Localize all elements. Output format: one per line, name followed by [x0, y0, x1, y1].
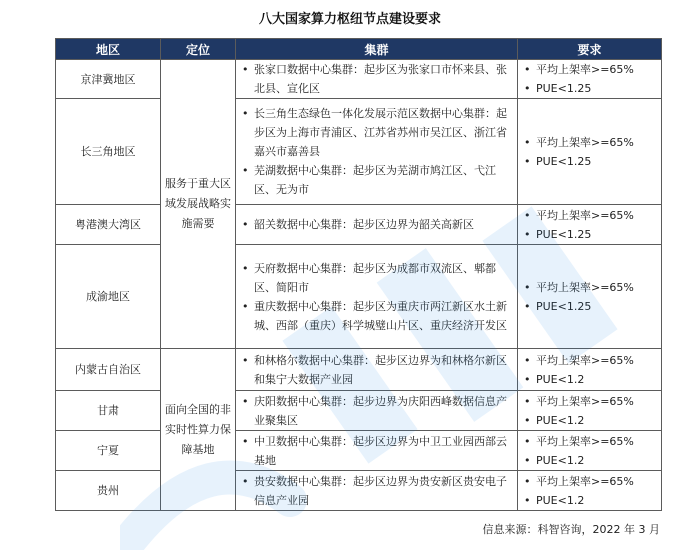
position-cell: 面向全国的非实时性算力保障基地: [161, 349, 236, 511]
requirement-item: • 平均上架率>=65%: [536, 351, 657, 370]
requirement-cell: [518, 245, 662, 349]
requirement-item: • PUE<1.25: [536, 225, 657, 244]
cluster-cell: [236, 471, 518, 511]
requirement-item: • PUE<1.2: [536, 411, 657, 430]
cluster-item: • 张家口数据中心集群：起步区为张家口市怀来县、张北县、宣化区: [254, 60, 513, 98]
header-cluster: 集群: [236, 39, 518, 60]
requirement-cell: [518, 391, 662, 431]
cluster-item: • 天府数据中心集群：起步区为成都市双流区、郫都区、简阳市: [254, 259, 513, 297]
table-title: 八大国家算力枢纽节点建设要求: [258, 12, 441, 27]
region-cell: 粤港澳大湾区: [56, 205, 161, 245]
region-cell: 京津冀地区: [56, 60, 161, 99]
header-requirement: 要求: [518, 39, 662, 60]
table-row: [56, 245, 662, 349]
requirement-item: • PUE<1.25: [536, 152, 657, 171]
requirement-item: • 平均上架率>=65%: [536, 206, 657, 225]
region-cell: 贵州: [56, 471, 161, 511]
cluster-cell: [236, 205, 518, 245]
requirement-item: • PUE<1.2: [536, 370, 657, 389]
cluster-item: • 和林格尔数据中心集群：起步区边界为和林格尔新区和集宁大数据产业园: [254, 351, 513, 389]
region-cell: 宁夏: [56, 431, 161, 471]
cluster-cell: [236, 245, 518, 349]
cluster-item: • 重庆数据中心集群：起步区为重庆市两江新区水土新城、西部（重庆）科学城璧山片区、重庆经济开发区: [254, 297, 513, 335]
header-position: 定位: [161, 39, 236, 60]
cluster-item: • 庆阳数据中心集群：起步边界为庆阳西峰数据信息产业聚集区: [254, 392, 513, 430]
cluster-item: • 长三角生态绿色一体化发展示范区数据中心集群：起步区为上海市青浦区、江苏省苏州市吴江区、浙江省嘉兴市嘉善县: [254, 104, 513, 161]
cluster-cell: [236, 391, 518, 431]
hub-requirements-table: [55, 38, 662, 511]
requirement-cell: [518, 431, 662, 471]
region-cell: 长三角地区: [56, 99, 161, 205]
cluster-cell: [236, 99, 518, 205]
region-cell: 内蒙古自治区: [56, 349, 161, 391]
requirement-item: • 平均上架率>=65%: [536, 60, 657, 79]
cluster-item: • 韶关数据中心集群：起步区边界为韶关高新区: [254, 215, 513, 234]
cluster-item: • 中卫数据中心集群：起步区边界为中卫工业园西部云基地: [254, 432, 513, 470]
table-row: [56, 60, 662, 99]
table-header-row: [56, 39, 662, 60]
header-region: 地区: [56, 39, 161, 60]
cluster-cell: [236, 349, 518, 391]
requirement-item: • 平均上架率>=65%: [536, 472, 657, 491]
cluster-cell: [236, 60, 518, 99]
cluster-item: • 贵安数据中心集群：起步区边界为贵安新区贵安电子信息产业园: [254, 472, 513, 510]
region-cell: 成渝地区: [56, 245, 161, 349]
requirement-item: • 平均上架率>=65%: [536, 432, 657, 451]
requirement-cell: [518, 60, 662, 99]
table-row: [56, 349, 662, 391]
table-row: [56, 99, 662, 205]
position-cell: 服务于重大区域发展战略实施需要: [161, 60, 236, 349]
requirement-cell: [518, 349, 662, 391]
table-row: [56, 431, 662, 471]
requirement-cell: [518, 471, 662, 511]
requirement-item: • 平均上架率>=65%: [536, 392, 657, 411]
requirement-cell: [518, 99, 662, 205]
source-note: 信息来源：科智咨询，2022 年 3 月: [482, 523, 660, 536]
requirement-item: • PUE<1.2: [536, 491, 657, 510]
cluster-cell: [236, 431, 518, 471]
requirement-item: • PUE<1.25: [536, 297, 657, 316]
requirement-item: • 平均上架率>=65%: [536, 133, 657, 152]
requirement-item: • PUE<1.25: [536, 79, 657, 98]
cluster-item: • 芜湖数据中心集群：起步区为芜湖市鸠江区、弋江区、无为市: [254, 161, 513, 199]
table-row: [56, 471, 662, 511]
table-row: [56, 205, 662, 245]
region-cell: 甘肃: [56, 391, 161, 431]
requirement-item: • 平均上架率>=65%: [536, 278, 657, 297]
requirement-cell: [518, 205, 662, 245]
table-row: [56, 391, 662, 431]
requirement-item: • PUE<1.2: [536, 451, 657, 470]
